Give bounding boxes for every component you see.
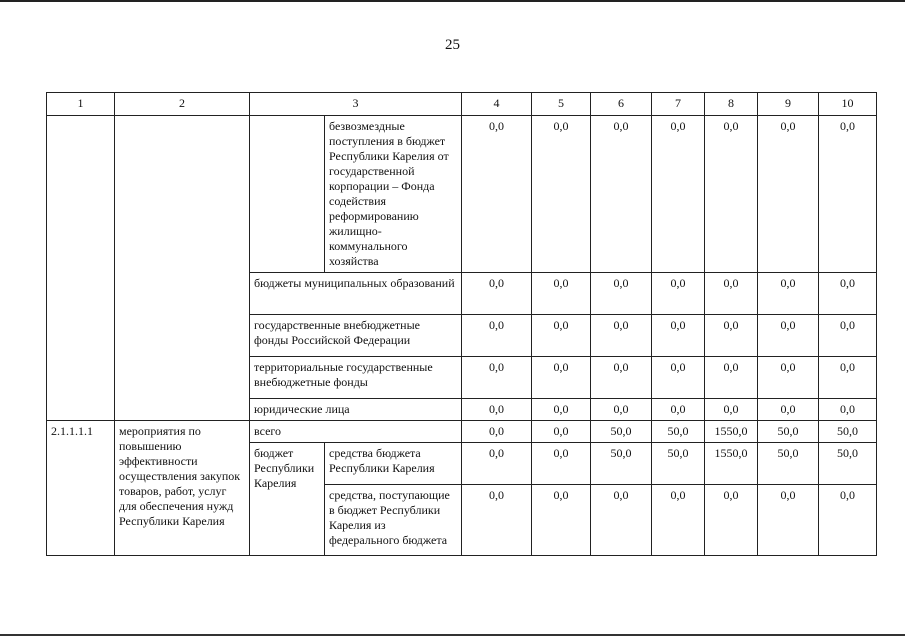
source-label: бюджеты муниципальных образований bbox=[250, 273, 462, 315]
value-cell: 50,0 bbox=[819, 421, 877, 443]
header-row bbox=[47, 93, 877, 116]
value-cell: 0,0 bbox=[591, 399, 652, 421]
value-cell: 0,0 bbox=[652, 315, 705, 357]
source-label: территориальные государственные внебюджетные фонды bbox=[250, 357, 462, 399]
header-cell: 9 bbox=[758, 93, 819, 116]
header-cell: 10 bbox=[819, 93, 877, 116]
value-cell: 0,0 bbox=[591, 273, 652, 315]
value-cell: 0,0 bbox=[532, 443, 591, 485]
value-cell: 50,0 bbox=[591, 443, 652, 485]
value-cell: 0,0 bbox=[652, 273, 705, 315]
value-cell: 0,0 bbox=[462, 421, 532, 443]
source-label: государственные внебюджетные фонды Российской Федерации bbox=[250, 315, 462, 357]
value-cell: 0,0 bbox=[532, 421, 591, 443]
value-cell: 0,0 bbox=[591, 357, 652, 399]
measure-name: мероприятия по повышению эффективности осуществления закупок товаров, работ, услуг для обеспечения нужд Республики Карелия bbox=[115, 421, 250, 556]
value-cell: 0,0 bbox=[705, 273, 758, 315]
value-cell: 0,0 bbox=[532, 273, 591, 315]
value-cell: 0,0 bbox=[758, 357, 819, 399]
value-cell: 0,0 bbox=[532, 116, 591, 273]
value-cell: 0,0 bbox=[819, 116, 877, 273]
value-cell: 0,0 bbox=[652, 357, 705, 399]
value-cell: 0,0 bbox=[758, 315, 819, 357]
header-cell: 7 bbox=[652, 93, 705, 116]
source-label: средства бюджета Республики Карелия bbox=[325, 443, 462, 485]
source-label: юридические лица bbox=[250, 399, 462, 421]
budget-table bbox=[46, 92, 877, 556]
header-cell: 3 bbox=[250, 93, 462, 116]
table-row bbox=[47, 421, 877, 443]
value-cell: 0,0 bbox=[758, 273, 819, 315]
header-cell: 5 bbox=[532, 93, 591, 116]
value-cell: 0,0 bbox=[758, 485, 819, 556]
measure-code: 2.1.1.1.1 bbox=[47, 421, 115, 556]
value-cell: 0,0 bbox=[819, 485, 877, 556]
value-cell: 0,0 bbox=[591, 485, 652, 556]
value-cell: 1550,0 bbox=[705, 443, 758, 485]
empty-group-cell bbox=[250, 116, 325, 273]
value-cell: 50,0 bbox=[819, 443, 877, 485]
header-cell: 4 bbox=[462, 93, 532, 116]
value-cell: 0,0 bbox=[532, 399, 591, 421]
empty-code-cell bbox=[47, 116, 115, 421]
value-cell: 0,0 bbox=[705, 399, 758, 421]
value-cell: 1550,0 bbox=[705, 421, 758, 443]
empty-name-cell bbox=[115, 116, 250, 421]
value-cell: 0,0 bbox=[532, 315, 591, 357]
page-number: 25 bbox=[445, 37, 460, 53]
value-cell: 0,0 bbox=[652, 399, 705, 421]
budget-group-label: бюджет Республики Карелия bbox=[250, 443, 325, 556]
value-cell: 0,0 bbox=[462, 357, 532, 399]
source-label: безвозмездные поступления в бюджет Республики Карелия от государственной корпорации – Фонда содействия реформированию жилищно-коммунального хозяйства bbox=[325, 116, 462, 273]
bottom-scan-border bbox=[0, 634, 905, 636]
header-cell: 2 bbox=[115, 93, 250, 116]
table-row bbox=[47, 116, 877, 273]
value-cell: 50,0 bbox=[758, 421, 819, 443]
value-cell: 0,0 bbox=[819, 357, 877, 399]
value-cell: 0,0 bbox=[462, 399, 532, 421]
value-cell: 0,0 bbox=[462, 315, 532, 357]
source-label: всего bbox=[250, 421, 462, 443]
value-cell: 50,0 bbox=[652, 421, 705, 443]
header-cell: 1 bbox=[47, 93, 115, 116]
value-cell: 0,0 bbox=[532, 485, 591, 556]
value-cell: 0,0 bbox=[462, 116, 532, 273]
value-cell: 0,0 bbox=[758, 399, 819, 421]
value-cell: 50,0 bbox=[652, 443, 705, 485]
value-cell: 0,0 bbox=[532, 357, 591, 399]
value-cell: 0,0 bbox=[705, 315, 758, 357]
value-cell: 0,0 bbox=[705, 116, 758, 273]
value-cell: 50,0 bbox=[758, 443, 819, 485]
value-cell: 0,0 bbox=[705, 485, 758, 556]
value-cell: 0,0 bbox=[819, 399, 877, 421]
source-label: средства, поступающие в бюджет Республики Карелия из федерального бюджета bbox=[325, 485, 462, 556]
value-cell: 0,0 bbox=[819, 273, 877, 315]
header-cell: 8 bbox=[705, 93, 758, 116]
value-cell: 0,0 bbox=[758, 116, 819, 273]
header-cell: 6 bbox=[591, 93, 652, 116]
value-cell: 0,0 bbox=[462, 443, 532, 485]
value-cell: 0,0 bbox=[462, 485, 532, 556]
value-cell: 0,0 bbox=[819, 315, 877, 357]
value-cell: 0,0 bbox=[652, 485, 705, 556]
value-cell: 0,0 bbox=[705, 357, 758, 399]
value-cell: 50,0 bbox=[591, 421, 652, 443]
top-scan-border bbox=[0, 0, 905, 2]
value-cell: 0,0 bbox=[462, 273, 532, 315]
value-cell: 0,0 bbox=[591, 315, 652, 357]
value-cell: 0,0 bbox=[591, 116, 652, 273]
value-cell: 0,0 bbox=[652, 116, 705, 273]
